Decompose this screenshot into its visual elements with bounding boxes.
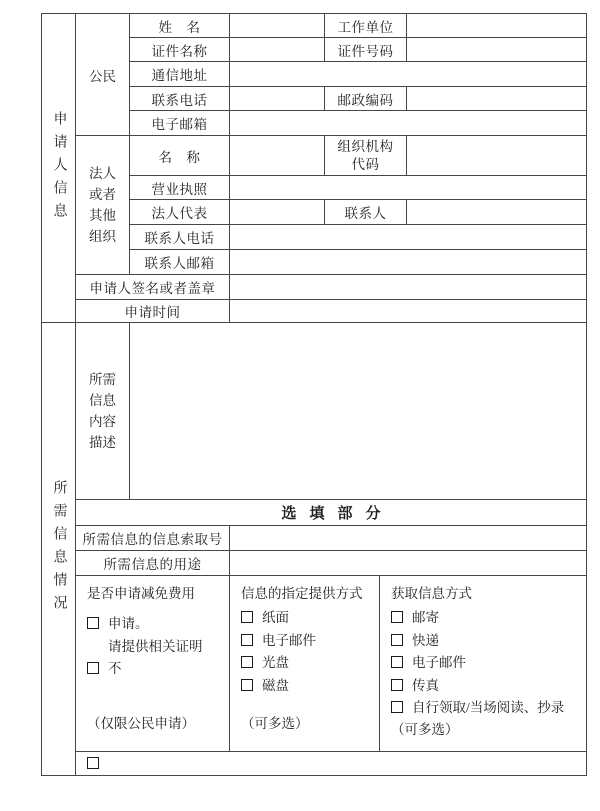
fee-apply-label: 申请。 — [108, 616, 149, 631]
checkbox-icon[interactable] — [241, 611, 253, 623]
obtain-option-express[interactable] — [391, 630, 582, 653]
desc-label-line: 描述 — [89, 435, 116, 450]
rep-label: 法人代表 — [130, 200, 230, 225]
desc-label — [76, 323, 130, 500]
applicant-vertical-text: 申请人信息 — [51, 110, 67, 226]
obtain-option-email[interactable] — [391, 652, 582, 675]
contact-label: 联系人 — [325, 200, 407, 225]
checkbox-icon[interactable] — [241, 656, 253, 668]
index-number-label: 所需信息的信息索取号 — [76, 526, 230, 551]
license-label: 营业执照 — [130, 176, 230, 200]
delivery-option-paper[interactable] — [241, 607, 375, 630]
purpose-field[interactable] — [230, 551, 587, 576]
obtain-option-mail[interactable] — [391, 607, 582, 630]
email-field[interactable] — [230, 111, 587, 136]
contact-phone-label: 联系人电话 — [130, 225, 230, 250]
fee-waiver-header: 是否申请减免费用 — [87, 586, 195, 601]
org-label-line: 或者 — [89, 187, 116, 202]
cert-no-field[interactable] — [407, 38, 587, 62]
fee-waiver-note: （仅限公民申请） — [87, 716, 195, 731]
obtain-option-fax[interactable] — [391, 675, 582, 698]
obtain-multi-note: （可多选） — [391, 721, 459, 737]
cert-no-label: 证件号码 — [325, 38, 407, 62]
desc-label-line: 内容 — [89, 414, 116, 429]
checkbox-icon[interactable] — [87, 617, 99, 629]
delivery-option-cd[interactable] — [241, 652, 375, 675]
address-label: 通信地址 — [130, 62, 230, 87]
apply-time-label: 申请时间 — [76, 300, 230, 323]
obtain-method-cell — [380, 576, 587, 752]
obtain-option-pickup[interactable] — [391, 697, 582, 720]
cert-name-field[interactable] — [230, 38, 325, 62]
org-name-field[interactable] — [230, 136, 325, 176]
group-citizen-label: 公民 — [76, 14, 130, 136]
checkbox-icon[interactable] — [87, 662, 99, 674]
name-label: 姓 名 — [130, 14, 230, 38]
index-number-field[interactable] — [230, 526, 587, 551]
contact-email-label: 联系人邮箱 — [130, 250, 230, 275]
checkbox-icon[interactable] — [87, 757, 99, 769]
section-info-label — [42, 323, 76, 776]
fallback-note-cell — [76, 752, 587, 776]
work-unit-field[interactable] — [407, 14, 587, 38]
org-label-line: 法人 — [89, 166, 116, 181]
checkbox-icon[interactable] — [391, 611, 403, 623]
info-vertical-text: 所需信息情况 — [51, 480, 67, 618]
email-label: 电子邮箱 — [130, 111, 230, 136]
obtain-method-header: 获取信息方式 — [391, 586, 472, 601]
cert-name-label: 证件名称 — [130, 38, 230, 62]
delivery-option-disk[interactable] — [241, 675, 375, 698]
delivery-option-label: 纸面 — [262, 610, 289, 625]
delivery-option-label: 磁盘 — [262, 677, 289, 693]
name-field[interactable] — [230, 14, 325, 38]
signature-field[interactable] — [230, 275, 587, 300]
contact-phone-field[interactable] — [230, 225, 587, 250]
delivery-method-cell — [230, 576, 380, 752]
rep-field[interactable] — [230, 200, 325, 225]
fee-waiver-cell — [76, 576, 230, 752]
org-label-line: 组织 — [89, 229, 116, 244]
postcode-field[interactable] — [407, 87, 587, 111]
desc-label-line: 所需 — [89, 372, 116, 387]
fee-no-option[interactable] — [87, 658, 225, 681]
work-unit-label: 工作单位 — [325, 14, 407, 38]
org-code-label — [325, 136, 407, 176]
obtain-option-label: 自行领取/当场阅读、抄录 — [412, 700, 565, 715]
desc-label-line: 信息 — [89, 393, 116, 408]
phone-field[interactable] — [230, 87, 325, 111]
phone-label: 联系电话 — [130, 87, 230, 111]
checkbox-icon[interactable] — [241, 679, 253, 691]
contact-email-field[interactable] — [230, 250, 587, 275]
checkbox-icon[interactable] — [241, 634, 253, 646]
section-applicant-label — [42, 14, 76, 323]
delivery-multi-note: （可多选） — [241, 716, 309, 731]
org-code-field[interactable] — [407, 136, 587, 176]
delivery-method-header: 信息的指定提供方式 — [241, 586, 363, 601]
postcode-label: 邮政编码 — [325, 87, 407, 111]
desc-field[interactable] — [130, 323, 587, 500]
obtain-option-label: 传真 — [412, 677, 439, 693]
checkbox-icon[interactable] — [391, 679, 403, 691]
purpose-label: 所需信息的用途 — [76, 551, 230, 576]
application-form-table — [41, 13, 587, 776]
contact-field[interactable] — [407, 200, 587, 225]
fee-no-label: 不 — [108, 661, 122, 676]
group-organization-label — [76, 136, 130, 275]
obtain-option-label: 快递 — [412, 632, 439, 648]
fee-apply-note: 请提供相关证明 — [108, 638, 203, 654]
license-field[interactable] — [230, 176, 587, 200]
fee-apply-option[interactable] — [87, 613, 225, 636]
delivery-option-label: 光盘 — [262, 655, 289, 670]
obtain-option-label: 邮寄 — [412, 610, 439, 625]
checkbox-icon[interactable] — [391, 634, 403, 646]
optional-section-title: 选填部分 — [76, 500, 587, 526]
signature-label: 申请人签名或者盖章 — [76, 275, 230, 300]
apply-time-field[interactable] — [230, 300, 587, 323]
org-label-line: 其他 — [89, 208, 116, 223]
org-code-line: 代码 — [351, 156, 380, 172]
delivery-option-email[interactable] — [241, 630, 375, 653]
checkbox-icon[interactable] — [391, 701, 403, 713]
checkbox-icon[interactable] — [391, 656, 403, 668]
address-field[interactable] — [230, 62, 587, 87]
org-name-label: 名 称 — [130, 136, 230, 176]
org-code-line: 组织机构 — [337, 138, 394, 154]
delivery-option-label: 电子邮件 — [262, 632, 316, 648]
obtain-option-label: 电子邮件 — [412, 655, 466, 670]
